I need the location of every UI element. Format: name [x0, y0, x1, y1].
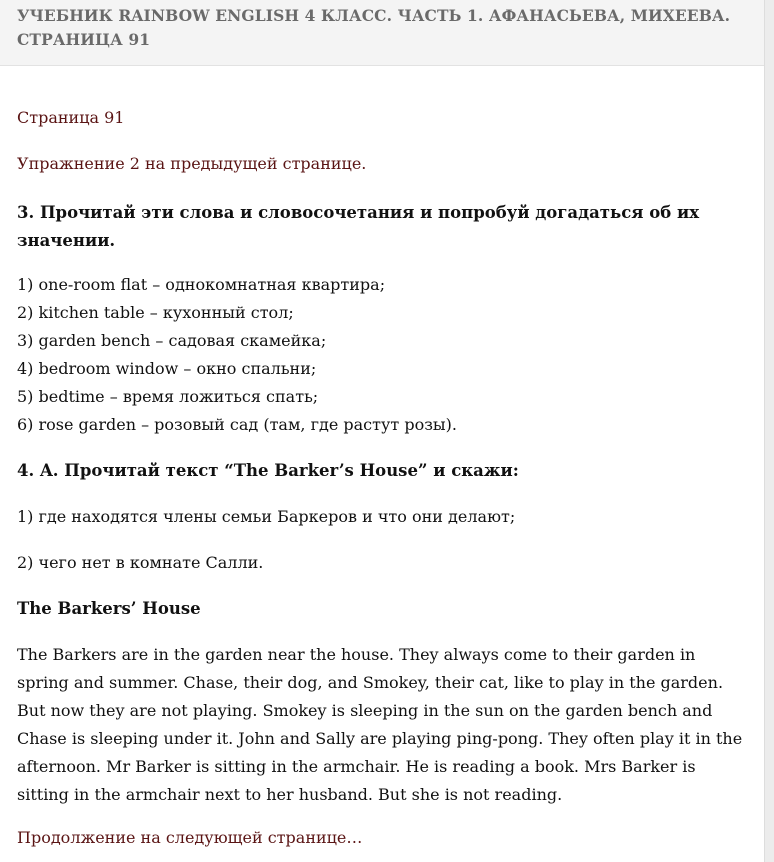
list-item: 2) kitchen table – кухонный стол; [17, 303, 294, 322]
list-item: 5) bedtime – время ложиться спать; [17, 387, 319, 406]
exercise-3-list [17, 271, 752, 439]
exercise-4-heading: 4. A. Прочитай текст “The Barker’s House” и скажи: [17, 461, 519, 480]
article-content [17, 107, 752, 849]
list-item: 1) one-room flat – однокомнатная квартира; [17, 275, 386, 294]
page-title: УЧЕБНИК RAINBOW ENGLISH 4 КЛАСС. ЧАСТЬ 1. АФАНАСЬЕВА, МИХЕЕВА. СТРАНИЦА 91 [17, 6, 731, 49]
page-header [0, 0, 774, 66]
story-title: The Barkers’ House [17, 599, 201, 618]
exercise-3-heading: 3. Прочитай эти слова и словосочетания и попробуй догадаться об их значении. [17, 203, 700, 250]
scrollbar[interactable] [764, 0, 774, 862]
list-item: 4) bedroom window – окно спальни; [17, 359, 317, 378]
exercise-4-question-1: 1) где находятся члены семьи Баркеров и что они делают; [17, 507, 516, 526]
list-item: 3) garden bench – садовая скамейка; [17, 331, 327, 350]
previous-exercise-link[interactable]: Упражнение 2 на предыдущей странице. [17, 154, 367, 173]
list-item: 6) rose garden – розовый сад (там, где растут розы). [17, 415, 457, 434]
next-page-link[interactable]: Продолжение на следующей странице… [17, 828, 363, 847]
story-text: The Barkers are in the garden near the house. They always come to their garden in spring and summer. Chase, their dog, and Smokey, their cat, like to play in the garden. But now they are not playing. Smokey is sleeping in the sun on the garden bench and Chase is sleeping under it. John and Sally are playing ping-pong. They often play it in the afternoon. Mr Barker is sitting in the armchair. He is reading a book. Mrs Barker is sitting in the armchair next to her husband. But she is not reading. [17, 645, 743, 804]
page-label-link[interactable]: Страница 91 [17, 108, 125, 127]
exercise-4-question-2: 2) чего нет в комнате Салли. [17, 553, 264, 572]
